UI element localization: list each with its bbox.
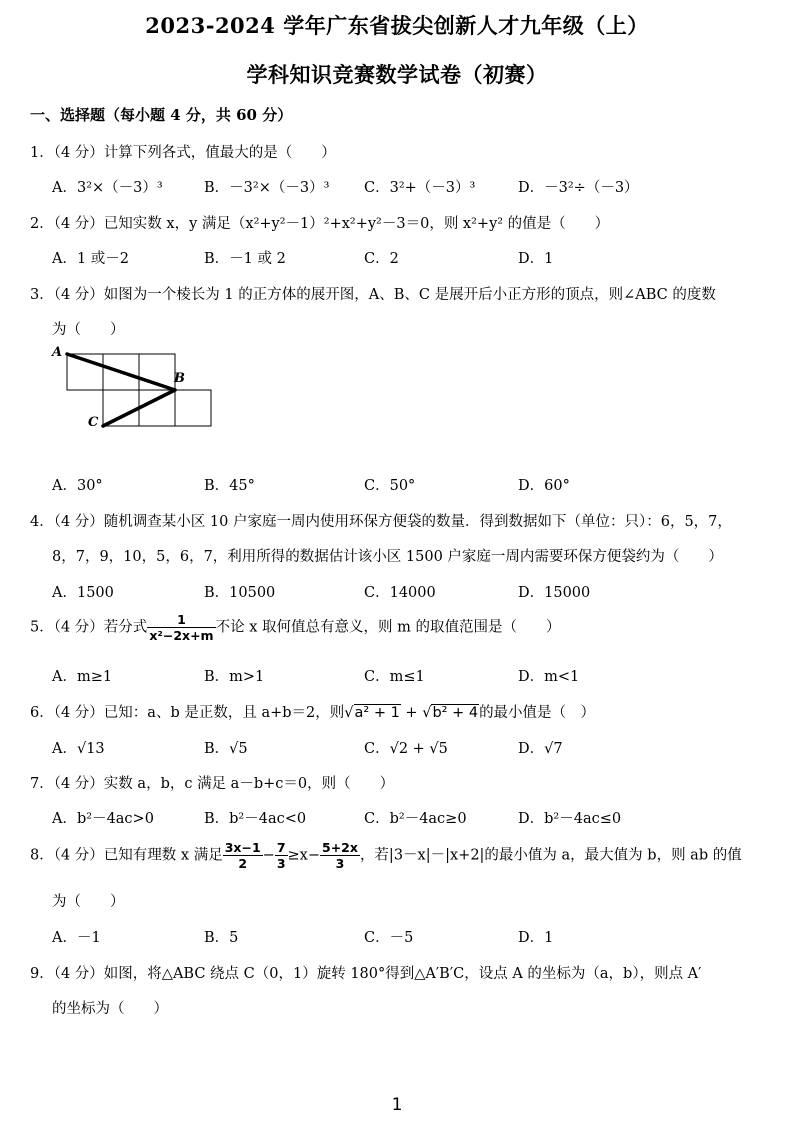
option-b: B．b²－4ac<0 [204, 811, 307, 827]
option-c: C．2 [364, 251, 399, 267]
option-a: A．m≥1 [52, 669, 113, 685]
option-a: A．√13 [52, 741, 105, 757]
question-7: 7．（4 分）实数 a，b，c 满足 a－b+c＝0，则（ ） [30, 776, 395, 792]
label-a: A [52, 345, 63, 360]
option-a: A．3²×（－3）³ [52, 180, 163, 196]
radicand: b² + 4 [432, 705, 479, 721]
minus-sign: − [262, 847, 275, 864]
fraction-denominator: x²−2x+m [149, 628, 214, 643]
question-5-prefix: 5．（4 分）若分式 [30, 619, 148, 636]
option-d: D．√7 [518, 741, 563, 757]
question-4-continued: 8，7，9，10，5，6，7，利用所得的数据估计该小区 1500 户家庭一周内需要环保方便袋约为（ ） [52, 549, 723, 565]
option-a: A．b²－4ac>0 [52, 811, 154, 827]
fraction-numerator: 1 [147, 612, 215, 628]
question-1: 1．（4 分）计算下列各式，值最大的是（ ） [30, 145, 336, 161]
geq-sign: ≥x− [287, 847, 320, 864]
option-d: D．－3²÷（－3） [518, 180, 639, 196]
exam-title-line2: 学科知识竞赛数学试卷（初赛） [246, 62, 548, 87]
sqrt-expression: √b² + 4 [422, 705, 479, 721]
option-c: C．－5 [364, 930, 414, 946]
option-b: B．10500 [204, 585, 276, 601]
question-9-continued: 的坐标为（ ） [52, 1001, 168, 1017]
fraction [223, 840, 263, 871]
option-c: C．b²－4ac≥0 [364, 811, 467, 827]
option-b: B．√5 [204, 741, 248, 757]
fraction [147, 612, 215, 643]
question-5-suffix: 不论 x 取何值总有意义，则 m 的取值范围是（ ） [215, 619, 561, 636]
option-c: C．√2 + √5 [364, 741, 448, 757]
option-a: A．－1 [52, 930, 101, 946]
option-d: D．1 [518, 251, 554, 267]
option-d: D．1 [518, 930, 554, 946]
option-c: C．3²+（－3）³ [364, 180, 476, 196]
option-a: A．1500 [52, 585, 114, 601]
question-9: 9．（4 分）如图，将△ABC 绕点 C（0，1）旋转 180°得到△A′B′C，设点 A 的坐标为（a，b），则点 A′ [30, 966, 702, 982]
question-3-continued: 为（ ） [52, 322, 125, 338]
label-b: B [174, 371, 185, 386]
question-8-suffix: ，若|3－x|－|x+2|的最小值为 a，最大值为 b，则 ab 的值 [359, 847, 742, 864]
cube-net-diagram [50, 340, 220, 435]
option-b: B．－1 或 2 [204, 251, 286, 267]
fraction-denominator: 2 [238, 856, 248, 871]
question-5 [30, 612, 770, 643]
option-c: C．50° [364, 478, 416, 494]
question-3: 3．（4 分）如图为一个棱长为 1 的正方体的展开图，A、B、C 是展开后小正方形的顶点，则∠ABC 的度数 [30, 287, 716, 303]
option-d: D．60° [518, 478, 570, 494]
question-8-prefix: 8．（4 分）已知有理数 x 满足 [30, 847, 223, 864]
option-c: C．m≤1 [364, 669, 425, 685]
option-c: C．14000 [364, 585, 436, 601]
question-6-prefix: 6．（4 分）已知：a、b 是正数，且 a+b＝2，则 [30, 705, 345, 721]
question-8 [30, 840, 770, 871]
fraction-numerator: 5+2x [322, 840, 358, 855]
option-d: D．15000 [518, 585, 591, 601]
cube-net-figure [50, 340, 220, 435]
option-b: B．5 [204, 930, 239, 946]
fraction-denominator: 3 [335, 856, 345, 871]
fraction [320, 840, 360, 871]
option-b: B．－3²×（－3）³ [204, 180, 330, 196]
net-square [175, 390, 211, 426]
segment-ab [67, 354, 175, 390]
net-square [103, 390, 139, 426]
fraction-numerator: 7 [276, 840, 286, 855]
option-d: D．b²－4ac≤0 [518, 811, 622, 827]
question-8-continued: 为（ ） [52, 894, 125, 910]
option-a: A．30° [52, 478, 103, 494]
fraction-numerator: 3x−1 [224, 840, 261, 855]
fraction [275, 840, 288, 871]
plus-sign: + [400, 705, 423, 721]
radicand: a² + 1 [354, 705, 400, 721]
label-c: C [88, 415, 99, 430]
question-2: 2．（4 分）已知实数 x，y 满足（x²+y²－1）²+x²+y²－3＝0，则 x²+y² 的值是（ ） [30, 216, 610, 232]
exam-title-line1: 2023-2024 学年广东省拔尖创新人才九年级（上） [145, 13, 649, 38]
option-b: B．45° [204, 478, 255, 494]
section-heading: 一、选择题（每小题 4 分，共 60 分） [30, 106, 293, 124]
option-a: A．1 或－2 [52, 251, 130, 267]
sqrt-expression: √a² + 1 [344, 705, 400, 721]
page-number: 1 [391, 1095, 403, 1115]
net-square [139, 390, 175, 426]
question-4: 4．（4 分）随机调查某小区 10 户家庭一周内使用环保方便袋的数量．得到数据如下（单位：只）：6，5，7， [30, 514, 732, 530]
option-d: D．m<1 [518, 669, 580, 685]
question-6-suffix: 的最小值是（ ） [479, 705, 596, 721]
option-b: B．m>1 [204, 669, 265, 685]
fraction-denominator: 3 [276, 856, 286, 871]
question-6 [30, 701, 770, 722]
